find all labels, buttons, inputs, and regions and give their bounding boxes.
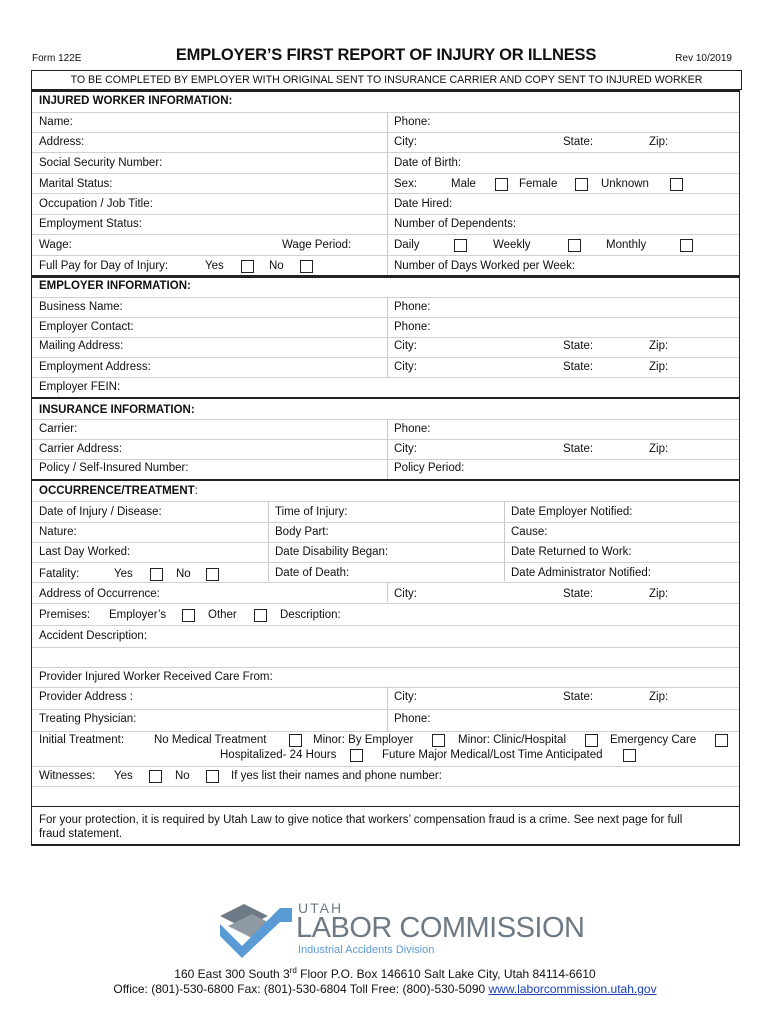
carrier-zip-field[interactable]: Zip: (649, 443, 669, 455)
unknown-label: Unknown (601, 178, 649, 190)
insurance-section (31, 397, 740, 481)
accident-description-field[interactable]: Accident Description: (39, 630, 148, 642)
fatality-yes-checkbox[interactable] (150, 568, 163, 581)
full-pay-yes-checkbox[interactable] (241, 260, 254, 273)
worker-state-field[interactable]: State: (563, 136, 594, 148)
worker-date-hired-field[interactable]: Date Hired: (394, 198, 453, 210)
minor-clinic-checkbox[interactable] (585, 734, 598, 747)
witnesses-yes-label: Yes (114, 770, 133, 782)
logo-labor-commission-text: LABOR COMMISSION (296, 912, 585, 944)
nature-field[interactable]: Nature: (39, 526, 77, 538)
minor-clinic-label: Minor: Clinic/Hospital (458, 734, 567, 746)
occurrence-state-field[interactable]: State: (563, 588, 594, 600)
no-medical-checkbox[interactable] (289, 734, 302, 747)
date-of-injury-field[interactable]: Date of Injury / Disease: (39, 506, 162, 518)
policy-period-field[interactable]: Policy Period: (394, 462, 465, 474)
emergency-care-checkbox[interactable] (715, 734, 728, 747)
fatality-yes-label: Yes (114, 568, 133, 580)
logo-utah-text: UTAH (298, 900, 344, 916)
section-heading-employer: EMPLOYER INFORMATION: (39, 280, 191, 292)
occurrence-zip-field[interactable]: Zip: (649, 588, 669, 600)
utah-shape-logo-icon (218, 896, 298, 962)
premises-label: Premises: (39, 609, 91, 621)
fraud-notice: For your protection, it is required by Utah Law to give notice that workers’ compensation fraud is a crime. See next page for full fraud statement. (39, 814, 683, 840)
female-checkbox[interactable] (575, 178, 588, 191)
employer-fein-field[interactable]: Employer FEIN: (39, 381, 121, 393)
disability-began-field[interactable]: Date Disability Began: (275, 546, 389, 558)
worker-name-field[interactable]: Name: (39, 116, 73, 128)
carrier-field[interactable]: Carrier: (39, 423, 78, 435)
provider-zip-field[interactable]: Zip: (649, 691, 669, 703)
premises-employers-checkbox[interactable] (182, 609, 195, 622)
future-major-label: Future Major Medical/Lost Time Anticipated (382, 749, 603, 761)
section-heading-insurance: INSURANCE INFORMATION: (39, 404, 195, 416)
form-header (32, 46, 740, 68)
injured-worker-section (31, 90, 740, 278)
full-pay-yes-label: Yes (205, 260, 224, 272)
weekly-label: Weekly (493, 239, 531, 251)
premises-other-checkbox[interactable] (254, 609, 267, 622)
worker-zip-field[interactable]: Zip: (649, 136, 669, 148)
future-major-checkbox[interactable] (623, 749, 636, 762)
physician-phone-field[interactable]: Phone: (394, 713, 431, 725)
full-pay-no-label: No (269, 260, 284, 272)
date-returned-field[interactable]: Date Returned to Work: (511, 546, 632, 558)
male-label: Male (451, 178, 476, 190)
worker-employment-status-field[interactable]: Employment Status: (39, 218, 142, 230)
worker-marital-field[interactable]: Marital Status: (39, 178, 113, 190)
form-title: EMPLOYER’S FIRST REPORT OF INJURY OR ILLNESS (175, 46, 597, 64)
worker-city-field[interactable]: City: (394, 136, 417, 148)
carrier-city-field[interactable]: City: (394, 443, 417, 455)
fatality-label: Fatality: (39, 568, 80, 580)
worker-wage-field[interactable]: Wage: (39, 239, 72, 251)
form-number: Form 122E (32, 53, 82, 64)
employer-contact-field[interactable]: Employer Contact: (39, 321, 134, 333)
full-pay-label: Full Pay for Day of Injury: (39, 260, 169, 272)
worker-address-field[interactable]: Address: (39, 136, 85, 148)
witnesses-no-label: No (175, 770, 190, 782)
time-of-injury-field[interactable]: Time of Injury: (275, 506, 348, 518)
monthly-checkbox[interactable] (680, 239, 693, 252)
office-address: 160 East 300 South 3rd Floor P.O. Box 146610 Salt Lake City, Utah 84114-6610 (174, 966, 596, 981)
worker-occupation-field[interactable]: Occupation / Job Title: (39, 198, 153, 210)
labor-commission-logo (218, 896, 585, 966)
worker-dob-field[interactable]: Date of Birth: (394, 157, 462, 169)
weekly-checkbox[interactable] (568, 239, 581, 252)
last-day-worked-field[interactable]: Last Day Worked: (39, 546, 131, 558)
provider-city-field[interactable]: City: (394, 691, 417, 703)
premises-other-label: Other (208, 609, 237, 621)
carrier-state-field[interactable]: State: (563, 443, 594, 455)
fatality-no-label: No (176, 568, 191, 580)
business-name-field[interactable]: Business Name: (39, 301, 123, 313)
occurrence-city-field[interactable]: City: (394, 588, 417, 600)
hospitalized-checkbox[interactable] (350, 749, 363, 762)
daily-label: Daily (394, 239, 420, 251)
mailing-zip-field[interactable]: Zip: (649, 340, 669, 352)
policy-number-field[interactable]: Policy / Self-Insured Number: (39, 462, 189, 474)
emergency-care-label: Emergency Care (610, 734, 697, 746)
witnesses-list-field[interactable]: If yes list their names and phone number: (231, 770, 442, 782)
address-of-occurrence-field[interactable]: Address of Occurrence: (39, 588, 160, 600)
body-part-field[interactable]: Body Part: (275, 526, 329, 538)
worker-ssn-field[interactable]: Social Security Number: (39, 157, 163, 169)
section-heading-worker: INJURED WORKER INFORMATION: (39, 95, 233, 107)
employment-state-field[interactable]: State: (563, 361, 594, 373)
hospitalized-label: Hospitalized- 24 Hours (220, 749, 337, 761)
days-worked-field[interactable]: Number of Days Worked per Week: (394, 260, 576, 272)
website-link[interactable]: www.laborcommission.utah.gov (488, 982, 657, 996)
office-contact: Office: (801)-530-6800 Fax: (801)-530-6804 Toll Free: (800)-530-5090 www.laborcommission.utah.gov (113, 982, 657, 996)
female-label: Female (519, 178, 558, 190)
male-checkbox[interactable] (495, 178, 508, 191)
provider-state-field[interactable]: State: (563, 691, 594, 703)
premises-description-field[interactable]: Description: (280, 609, 341, 621)
minor-employer-checkbox[interactable] (432, 734, 445, 747)
unknown-checkbox[interactable] (670, 178, 683, 191)
carrier-phone-field[interactable]: Phone: (394, 423, 431, 435)
instructions-banner: TO BE COMPLETED BY EMPLOYER WITH ORIGINAL SENT TO INSURANCE CARRIER AND COPY SENT TO INJURED WORKER (31, 70, 742, 90)
premises-employers-label: Employer’s (109, 609, 167, 621)
witnesses-yes-checkbox[interactable] (149, 770, 162, 783)
worker-dependents-field[interactable]: Number of Dependents: (394, 218, 517, 230)
daily-checkbox[interactable] (454, 239, 467, 252)
mailing-address-field[interactable]: Mailing Address: (39, 340, 124, 352)
monthly-label: Monthly (606, 239, 647, 251)
mailing-state-field[interactable]: State: (563, 340, 594, 352)
provider-address-field[interactable]: Provider Address : (39, 691, 133, 703)
carrier-address-field[interactable]: Carrier Address: (39, 443, 123, 455)
employer-section (31, 275, 740, 399)
occurrence-section (31, 479, 740, 846)
date-admin-notified-field[interactable]: Date Administrator Notified: (511, 567, 651, 579)
initial-treatment-label: Initial Treatment: (39, 734, 125, 746)
contact-phone-field[interactable]: Phone: (394, 321, 431, 333)
witnesses-no-checkbox[interactable] (206, 770, 219, 783)
employment-city-field[interactable]: City: (394, 361, 417, 373)
employment-address-field[interactable]: Employment Address: (39, 361, 151, 373)
minor-employer-label: Minor: By Employer (313, 734, 414, 746)
section-heading-occurrence: OCCURRENCE/TREATMENT: (39, 485, 198, 497)
mailing-city-field[interactable]: City: (394, 340, 417, 352)
witnesses-label: Witnesses: (39, 770, 96, 782)
business-phone-field[interactable]: Phone: (394, 301, 431, 313)
worker-sex-label: Sex: (394, 178, 418, 190)
wage-period-label: Wage Period: (282, 239, 352, 251)
fatality-no-checkbox[interactable] (206, 568, 219, 581)
provider-field[interactable]: Provider Injured Worker Received Care From: (39, 671, 273, 683)
employment-zip-field[interactable]: Zip: (649, 361, 669, 373)
logo-division-text: Industrial Accidents Division (298, 944, 435, 956)
cause-field[interactable]: Cause: (511, 526, 548, 538)
full-pay-no-checkbox[interactable] (300, 260, 313, 273)
worker-phone-field[interactable]: Phone: (394, 116, 431, 128)
no-medical-label: No Medical Treatment (154, 734, 267, 746)
form-revision: Rev 10/2019 (675, 53, 732, 64)
date-of-death-field[interactable]: Date of Death: (275, 567, 350, 579)
date-employer-notified-field[interactable]: Date Employer Notified: (511, 506, 633, 518)
treating-physician-field[interactable]: Treating Physician: (39, 713, 137, 725)
